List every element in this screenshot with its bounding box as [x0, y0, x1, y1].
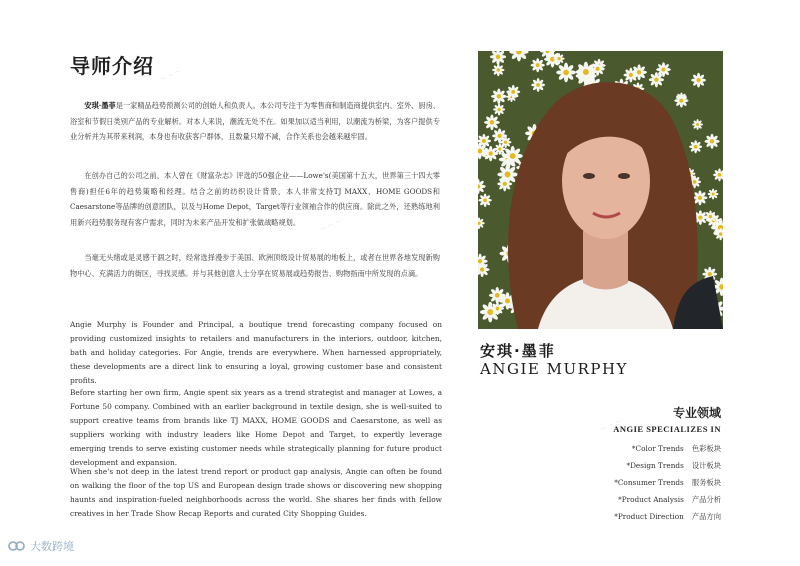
bio-en-paragraph-1: Angie Murphy is Founder and Principal, a boutique trend forecasting company focused on providing customized insights to retailers and manufacturers in the interiors, outdoor, kitchen, bath and holiday categories. For Angie, trends are everywhere. When harnessed appropriately, these developments are a direct link to ensuring a loyal, growing customer base and consistent profits.	[70, 320, 442, 385]
specialty-item: *Consumer Trends 服务板块	[614, 478, 721, 487]
specialty-item: *Design Trends 设计板块	[626, 461, 721, 470]
mentor-name-cn: 安琪·墨菲	[480, 342, 556, 360]
bio-cn-paragraph-2: 在创办自己的公司之前，本人曾在《财富杂志》评选的50强企业——Lowe's(美国第十五大，世界第三十四大零售商)担任6年的趋势策略和经理。结合之前的纺织设计背景，本人非常支持TJ MAXX、HOME GOODS和Caesarstone等品牌的创意团队，以及与Home Depot，Target等行业领袖合作的供应商。除此之外，还熟练地利用新兴趋势服务现有客户需求，同时为未来产品开发和扩张做战略规划。	[70, 171, 440, 227]
specialties-title-en: ANGIE SPECIALIZES IN	[613, 424, 721, 434]
mentor-name-en: ANGIE MURPHY	[480, 360, 628, 378]
specialty-item: *Color Trends 色彩板块	[631, 444, 721, 453]
specialties-list	[614, 440, 721, 525]
brand-logo	[8, 538, 74, 554]
bio-en-paragraph-3: When she's not deep in the latest trend report or product gap analysis, Angie can often be found on walking the floor of the top US and European design trade shows or discovering new shopping haunts and inspiration-fueled neighborhoods across the world. She shares her finds with fellow creatives in her Trade Show Recap Reports and curated City Shopping Guides.	[70, 467, 442, 518]
portrait-photo	[478, 51, 723, 329]
bio-cn-paragraph-1	[70, 98, 440, 145]
watermark: ~ ~ ~	[598, 416, 622, 434]
bio-cn-paragraph-3: 当毫无头绪或是灵感干涸之时，经常选择漫步于美国、欧洲顶级设计贸易展的地板上，或者在世界各地发现新购物中心、充满活力的街区，寻找灵感。并与其他创意人士分享在贸易展或趋势报告、购物指南中所发现的点滴。	[70, 253, 440, 278]
page-title: 导师介绍	[70, 54, 154, 78]
watermark: ~ ~ ~	[318, 216, 342, 234]
brand-logo-text: 大数跨境	[30, 540, 74, 553]
specialty-item: *Product Analysis 产品分析	[618, 495, 721, 504]
bio-cn-p1-text: 是一家精品趋势预测公司的创始人和负责人。本公司专注于为零售商和制造商提供室内、室外、厨房、浴室和节假日类别产品的专业解析。对本人来说，潮流无处不在。如果加以适当利用，以潮流为桥梁，为客户提供专业分析并为其带来利润，本身也有收获客户群体，且数量只增不减，合作关系也会越来越牢固。	[70, 101, 440, 141]
specialties-title-cn: 专业领域	[672, 406, 721, 420]
bio-en-paragraph-2: Before starting her own firm, Angie spent six years as a trend strategist and manager at Lowes, a Fortune 50 company. Combined with an earlier background in textile design, she is well-suited to support creative teams from brands like TJ MAXX, HOME GOODS and Caesarstone, as well as suppliers working with industry leaders like Home Depot and Target, to expertly leverage emerging trends to serve existing customer needs while strategically planning for future product development and expansion.	[70, 388, 442, 467]
specialty-item: *Product Direction 产品方向	[614, 512, 721, 521]
brand-logo-icon	[8, 539, 26, 553]
bio-cn-name: 安琪·墨菲	[84, 101, 116, 110]
watermark: ~ ~ ~	[158, 66, 182, 84]
